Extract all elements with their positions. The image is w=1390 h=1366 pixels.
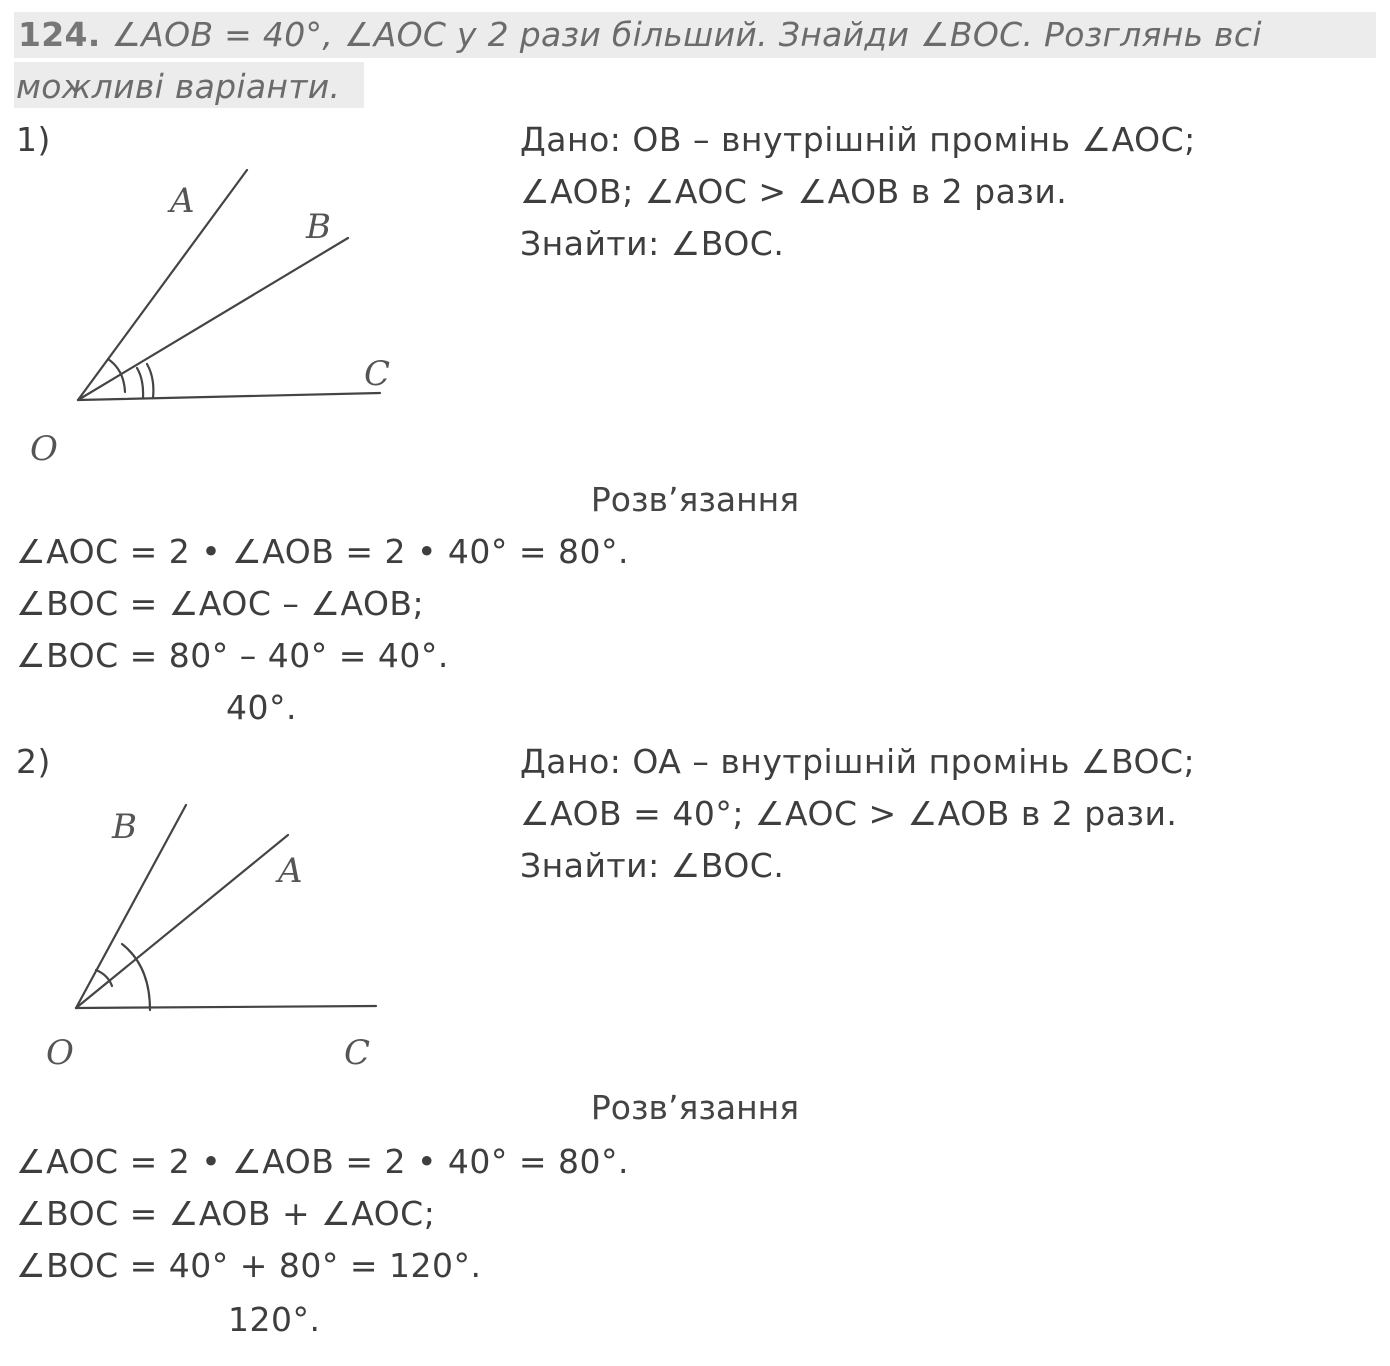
case2-label-b: B [112, 807, 137, 847]
case1-given-line2: ∠AOB; ∠AOC > ∠AOB в 2 рази. [520, 172, 1068, 211]
case2-given-line1: Дано: OA – внутрішній промінь ∠BOC; [520, 742, 1196, 781]
case1-arc-aoc-1 [137, 368, 143, 398]
case2-label-c: C [344, 1033, 371, 1073]
case1-label: 1) [16, 120, 51, 159]
case2-ray-oc [76, 1006, 376, 1008]
case2-arc-boc [122, 944, 150, 1010]
case1-label-b: B [306, 207, 331, 247]
case2-given-line2: ∠AOB = 40°; ∠AOC > ∠AOB в 2 рази. [520, 794, 1178, 833]
case2-solution-line1: ∠AOC = 2 • ∠AOB = 2 • 40° = 80°. [16, 1142, 630, 1181]
case2-label-a: A [278, 851, 303, 891]
task-number: 124. [18, 15, 101, 54]
case2-label-o: O [46, 1033, 74, 1073]
case1-ray-oa [78, 170, 247, 400]
case1-solution-line2: ∠BOC = ∠AOC – ∠AOB; [16, 584, 425, 623]
case1-solution-line3: ∠BOC = 80° – 40° = 40°. [16, 636, 449, 675]
case2-arc-boa [96, 970, 112, 986]
case1-given-line1: Дано: OB – внутрішній промінь ∠AOC; [520, 120, 1196, 159]
case2-label: 2) [16, 742, 51, 781]
case1-label-a: A [170, 181, 195, 221]
case2-given-line3: Знайти: ∠BOC. [520, 846, 785, 885]
case1-figure [78, 170, 380, 400]
case1-ray-oc [78, 393, 380, 400]
case1-answer: 40°. [226, 688, 297, 727]
case1-arc-aob [108, 359, 125, 392]
case1-label-c: C [364, 354, 391, 394]
task-statement-line2: можливі варіанти. [16, 67, 341, 106]
case1-solution-title: Розв’язання [590, 480, 800, 519]
case2-answer: 120°. [228, 1300, 321, 1339]
task-text-line1: ∠AOB = 40°, ∠AOC у 2 рази більший. Знайди ∠BOC. Розглянь всі [111, 15, 1262, 54]
case1-given-line3: Знайти: ∠BOC. [520, 224, 785, 263]
case2-solution-line3: ∠BOC = 40° + 80° = 120°. [16, 1246, 482, 1285]
case2-solution-title: Розв’язання [590, 1088, 800, 1127]
case1-arc-aoc-2 [147, 364, 153, 398]
case2-ray-oa [76, 835, 288, 1008]
case1-solution-line1: ∠AOC = 2 • ∠AOB = 2 • 40° = 80°. [16, 532, 630, 571]
case1-label-o: O [30, 429, 58, 469]
case1-ray-ob [78, 238, 348, 400]
case2-solution-line2: ∠BOC = ∠AOB + ∠AOC; [16, 1194, 436, 1233]
